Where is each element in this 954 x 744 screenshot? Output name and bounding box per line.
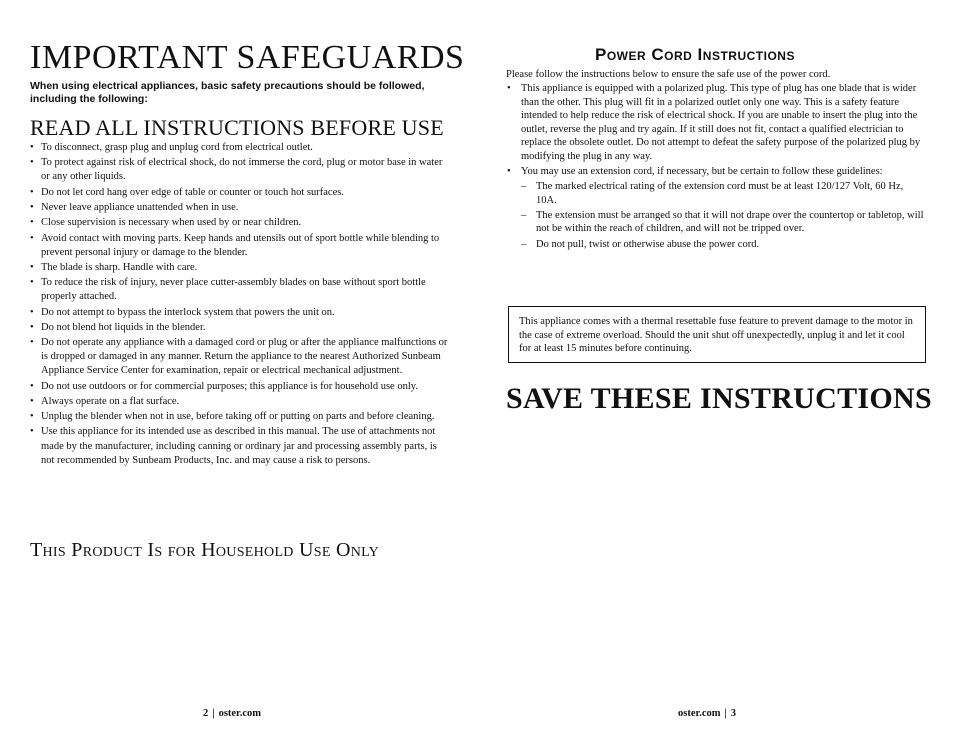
power-cord-list [506, 82, 924, 253]
thermal-fuse-notice: This appliance comes with a thermal resettable fuse feature to prevent damage to the motor in the case of extreme overload. Should the unit shut off unexpectedly, unplug it and let it cool for at least 15 minutes before continuing. [508, 306, 926, 363]
power-cord-heading: Power Cord Instructions [595, 45, 795, 64]
sub-list-item: – The marked electrical rating of the extension cord must be at least 120/127 Volt, 60 Hz, 10A. [521, 180, 924, 207]
extension-guidelines-list [521, 180, 924, 251]
list-item: • Never leave appliance unattended when in use. [30, 201, 450, 215]
list-item: • Close supervision is necessary when used by or near children. [30, 216, 450, 230]
sub-list-item: – The extension must be arranged so that it will not drape over the countertop or tabletop, will not be within the reach of children, and will not be tripped over. [521, 209, 924, 236]
list-item: • Do not let cord hang over edge of table or counter or touch hot surfaces. [30, 186, 450, 200]
intro-text: When using electrical appliances, basic safety precautions should be followed, including the following: [30, 80, 425, 105]
list-item-text: You may use an extension cord, if necessary, but be certain to follow these guidelines: [521, 165, 883, 177]
list-item: • Do not blend hot liquids in the blender. [30, 321, 450, 335]
footer-separator: | [212, 708, 215, 719]
list-item: • Do not use outdoors or for commercial purposes; this appliance is for household use only. [30, 380, 450, 394]
list-item: • Use this appliance for its intended use as described in this manual. The use of attachments not made by the manufacturer, including canning or ordinary jar and processing assembly parts, is not recommended by Sunbeam Products, Inc. and may cause a risk to persons. [30, 425, 450, 467]
safeguards-list [30, 141, 450, 469]
list-item: • Avoid contact with moving parts. Keep hands and utensils out of sport bottle while blending to prevent personal injury or damage to the blender. [30, 232, 450, 260]
sub-list-item: – Do not pull, twist or otherwise abuse the power cord. [521, 238, 924, 252]
page-number: 3 [730, 708, 737, 719]
list-item [506, 165, 924, 252]
read-all-heading: READ ALL INSTRUCTIONS BEFORE USE [30, 115, 444, 140]
footer-left [203, 708, 261, 719]
list-item: • To disconnect, grasp plug and unplug cord from electrical outlet. [30, 141, 450, 155]
footer-separator: | [724, 708, 727, 719]
list-item: • Unplug the blender when not in use, before taking off or putting on parts and before cleaning. [30, 410, 450, 424]
list-item: • The blade is sharp. Handle with care. [30, 261, 450, 275]
list-item: • Do not operate any appliance with a damaged cord or plug or after the appliance malfunctions or is dropped or damaged in any manner. Return the appliance to the nearest Authorized Sunbeam Appliance Service Center for examination, repair or electrical mechanical adjustment. [30, 336, 450, 378]
footer-site: oster.com [678, 708, 721, 719]
list-item-text: This appliance is equipped with a polarized plug. This type of plug has one blade that is wider than the other. This plug will fit in a polarized outlet only one way. This is a safety feature intended to help reduce the risk of electrical shock. If you are unable to insert the plug into the outlet, reverse the plug and try again. If it still does not fit, contact a qualified electrician to replace the obsolete outlet. Do not attempt to defeat the safety purpose of the polarized plug by modifying the plug in any way. [521, 83, 921, 162]
page-number: 2 [203, 708, 209, 719]
list-item: • To reduce the risk of injury, never place cutter-assembly blades on base without sport bottle properly attached. [30, 276, 450, 304]
list-item [506, 82, 924, 164]
page-title: IMPORTANT SAFEGUARDS [30, 39, 465, 76]
list-item: • Always operate on a flat surface. [30, 395, 450, 409]
power-cord-intro: Please follow the instructions below to ensure the safe use of the power cord. [506, 69, 831, 80]
household-use-heading: This Product Is for Household Use Only [30, 539, 380, 561]
footer-right [678, 708, 736, 719]
footer-site: oster.com [218, 708, 262, 719]
list-item: • To protect against risk of electrical shock, do not immerse the cord, plug or motor base in water or any other liquids. [30, 156, 450, 184]
list-item: • Do not attempt to bypass the interlock system that powers the unit on. [30, 306, 450, 320]
save-instructions-heading: SAVE THESE INSTRUCTIONS [506, 382, 932, 415]
